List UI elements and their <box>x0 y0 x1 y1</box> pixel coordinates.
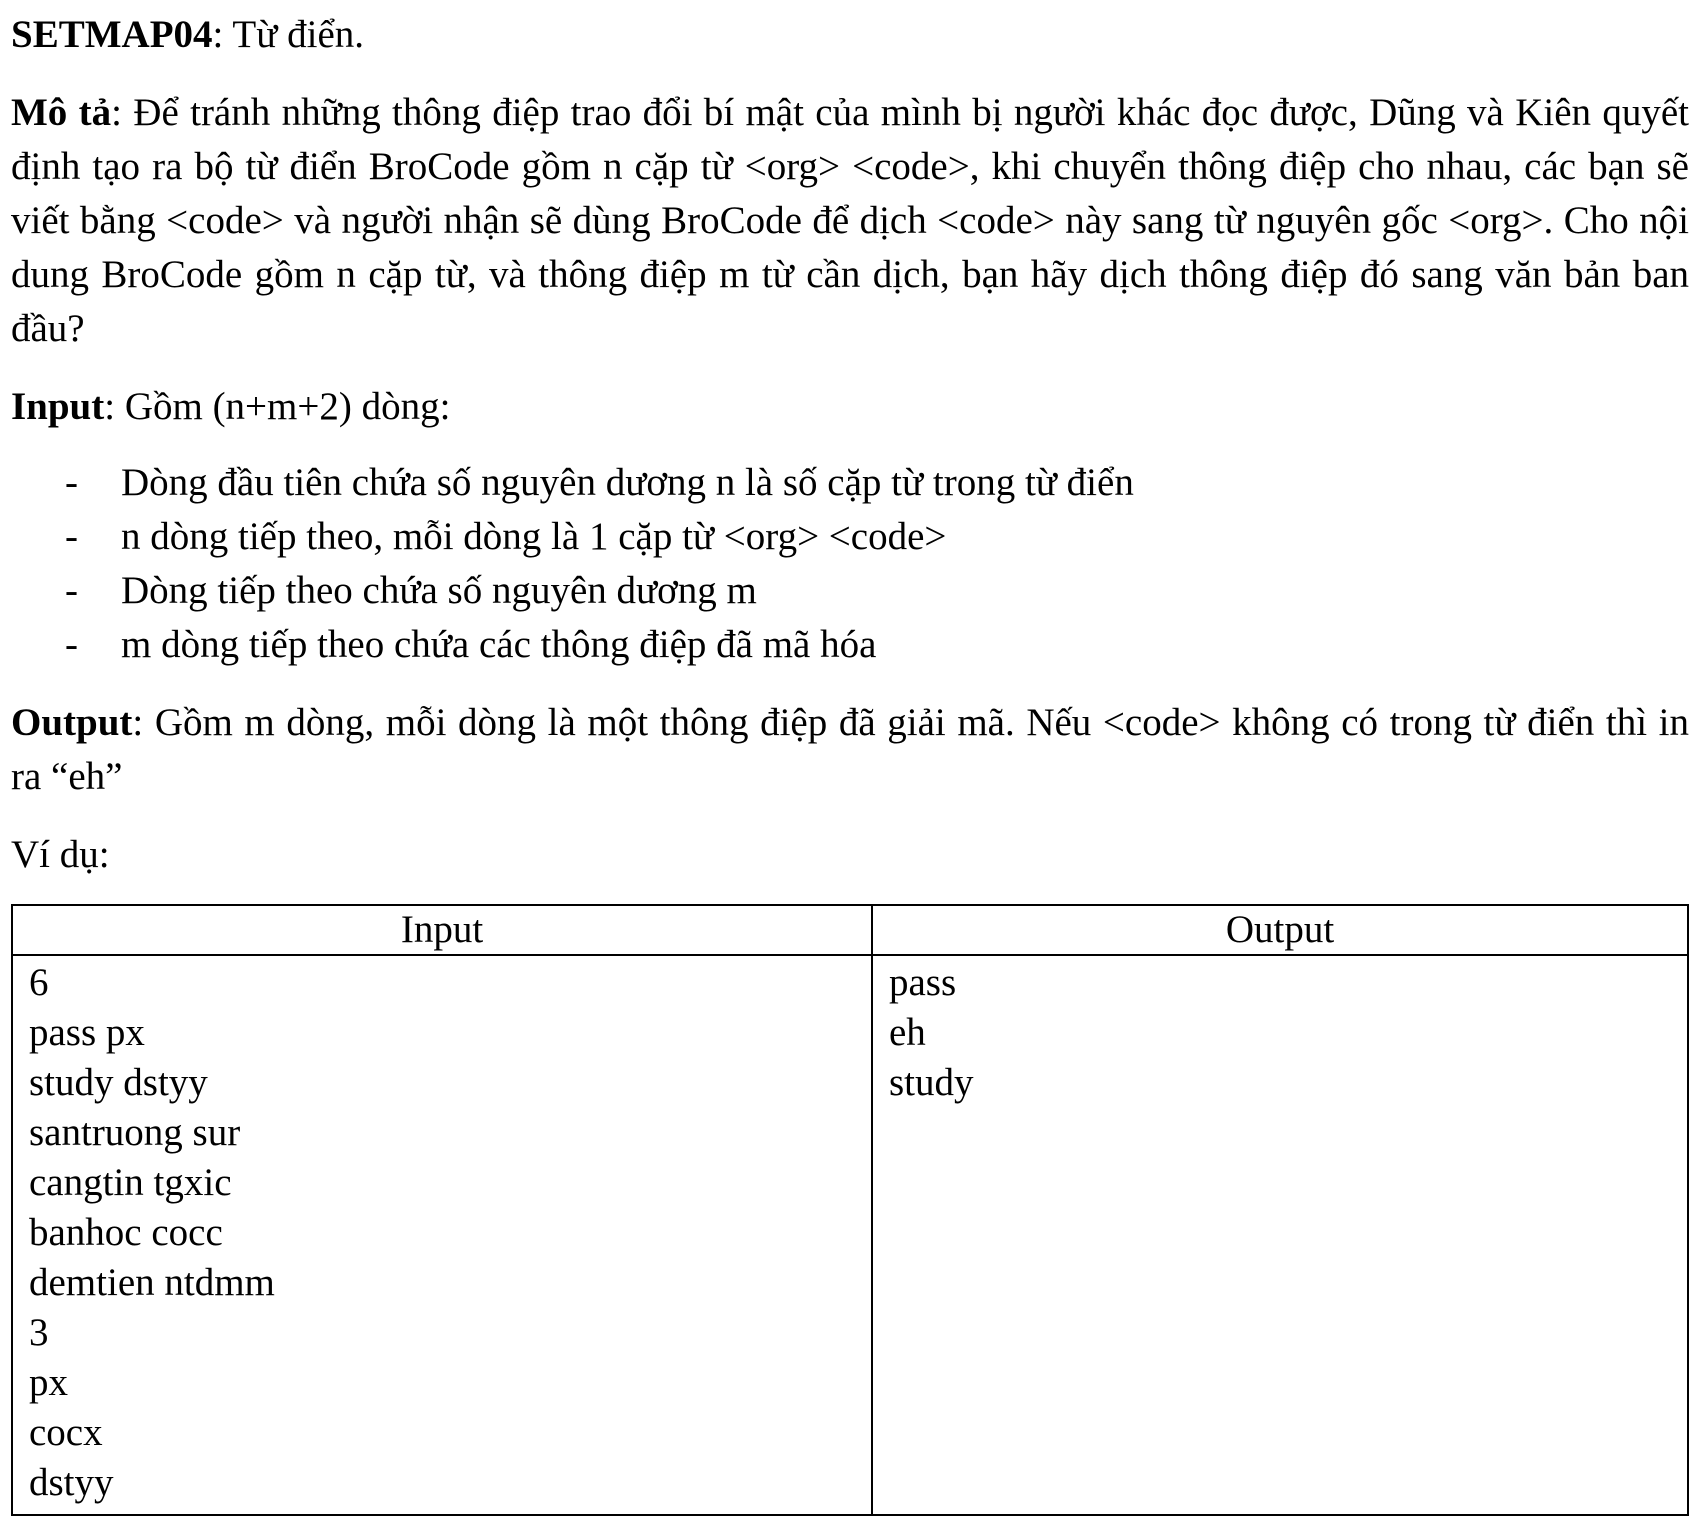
table-row <box>12 955 1688 1515</box>
problem-name: : Từ điển. <box>212 13 365 56</box>
input-cell <box>12 955 872 1515</box>
problem-statement <box>11 8 1689 1516</box>
input-heading <box>11 380 1689 434</box>
input-bullet <box>11 510 1689 564</box>
input-bullet-text: m dòng tiếp theo chứa các thông điệp đã mã hóa <box>121 623 877 666</box>
input-line: banhoc cocc <box>29 1211 223 1254</box>
input-line: pass px <box>29 1011 145 1054</box>
input-line: demtien ntdmm <box>29 1261 275 1304</box>
problem-title <box>11 8 1689 62</box>
bullet-dash-icon: - <box>65 569 78 612</box>
input-line: px <box>29 1361 68 1404</box>
output-paragraph <box>11 696 1689 804</box>
input-bullet-text: Dòng đầu tiên chứa số nguyên dương n là số cặp từ trong từ điển <box>121 461 1134 504</box>
input-line: cangtin tgxic <box>29 1161 232 1204</box>
output-column-header: Output <box>872 905 1688 955</box>
input-label: Input <box>11 385 105 428</box>
input-line: 3 <box>29 1311 49 1354</box>
output-line: study <box>889 1061 974 1104</box>
input-line: 6 <box>29 961 49 1004</box>
bullet-dash-icon: - <box>65 461 78 504</box>
description-paragraph <box>11 86 1689 356</box>
bullet-dash-icon: - <box>65 515 78 558</box>
input-bullet-text: n dòng tiếp theo, mỗi dòng là 1 cặp từ <org> <code> <box>121 515 947 558</box>
input-line: cocx <box>29 1411 103 1454</box>
description-label: Mô tả <box>11 91 112 134</box>
example-table <box>11 904 1689 1516</box>
input-line: study dstyy <box>29 1061 208 1104</box>
output-text: : Gồm m dòng, mỗi dòng là một thông điệp đã giải mã. Nếu <code> không có trong từ điển thì in ra “eh” <box>11 701 1689 798</box>
input-bullet <box>11 564 1689 618</box>
example-label: Ví dụ: <box>11 833 110 876</box>
bullet-dash-icon: - <box>65 623 78 666</box>
input-line: dstyy <box>29 1461 114 1504</box>
output-cell <box>872 955 1688 1515</box>
problem-code: SETMAP04 <box>11 13 213 56</box>
input-bullet <box>11 618 1689 672</box>
input-summary: : Gồm (n+m+2) dòng: <box>104 385 451 428</box>
output-label: Output <box>11 701 133 744</box>
output-line: eh <box>889 1011 926 1054</box>
description-text: : Để tránh những thông điệp trao đổi bí mật của mình bị người khác đọc được, Dũng và Kiên quyết định tạo ra bộ từ điển BroCode gồm n cặp từ <org> <code>, khi chuyển thông điệp cho nhau, các bạn sẽ viết bằng <code> và người nhận sẽ dùng BroCode để dịch <code> này sang từ nguyên gốc <org>. Cho nội dung BroCode gồm n cặp từ, và thông điệp m từ cần dịch, bạn hãy dịch thông điệp đó sang văn bản ban đầu? <box>11 91 1689 350</box>
input-bullet <box>11 456 1689 510</box>
output-line: pass <box>889 961 957 1004</box>
table-header-row <box>12 905 1688 955</box>
input-bullet-text: Dòng tiếp theo chứa số nguyên dương m <box>121 569 757 612</box>
input-column-header: Input <box>12 905 872 955</box>
input-bullet-list <box>11 456 1689 672</box>
input-line: santruong sur <box>29 1111 241 1154</box>
